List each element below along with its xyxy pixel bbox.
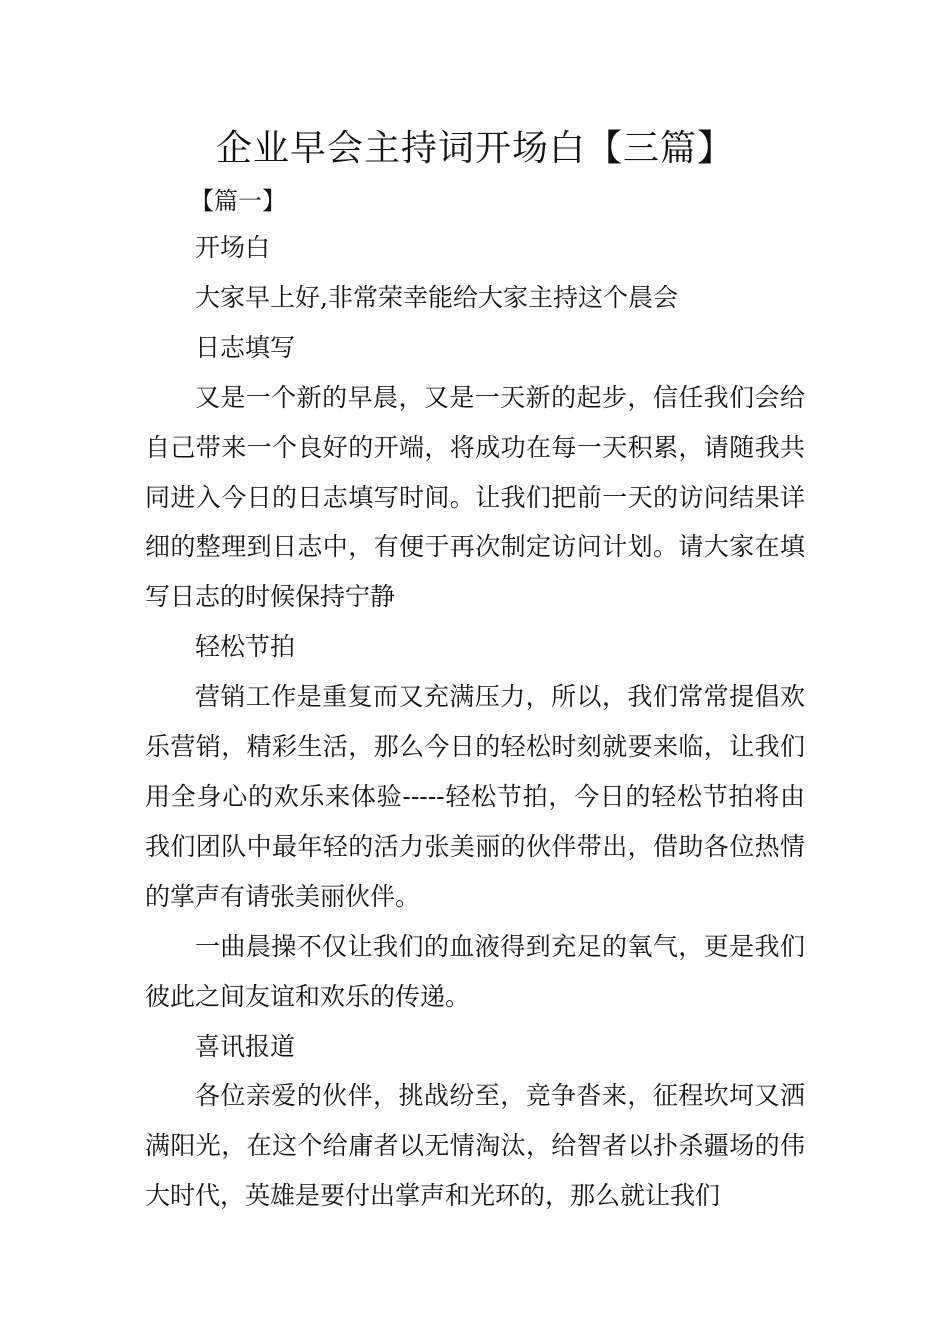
paragraph-good-news: 各位亲爱的伙伴，挑战纷至，竞争沓来，征程坎坷又洒满阳光，在这个给庸者以无情淘汰，给智者以扑杀疆场的伟大时代，英雄是要付出掌声和光环的，那么就让我们 — [145, 1081, 805, 1211]
paragraph-greeting: 大家早上好,非常荣幸能给大家主持这个晨会 — [195, 282, 678, 312]
section-label: 【篇一】 — [190, 187, 286, 215]
paragraph-log-writing: 又是一个新的早晨，又是一天新的起步，信任我们会给自己带来一个良好的开端，将成功在每一天积累，请随我共同进入今日的日志填写时间。让我们把前一天的访问结果详细的整理到日志中，有便于再次制定访问计划。请大家在填写日志的时候保持宁静 — [145, 382, 805, 612]
subheading-relax-beat: 轻松节拍 — [195, 632, 296, 662]
document-title: 企业早会主持词开场白【三篇】 — [215, 128, 734, 169]
document-body — [145, 223, 805, 1221]
subheading-good-news: 喜讯报道 — [195, 1031, 296, 1061]
paragraph-relax-beat: 营销工作是重复而又充满压力，所以，我们常常提倡欢乐营销，精彩生活，那么今日的轻松时刻就要来临，让我们用全身心的欢乐来体验-----轻松节拍，今日的轻松节拍将由我们团队中最年轻的活力张美丽的伙伴带出，借助各位热情的掌声有请张美丽伙伴。 — [145, 682, 805, 911]
subheading-opening: 开场白 — [195, 233, 271, 262]
paragraph-morning-exercise: 一曲晨操不仅让我们的血液得到充足的氧气，更是我们彼此之间友谊和欢乐的传递。 — [145, 931, 805, 1011]
subheading-log-writing: 日志填写 — [195, 332, 296, 362]
